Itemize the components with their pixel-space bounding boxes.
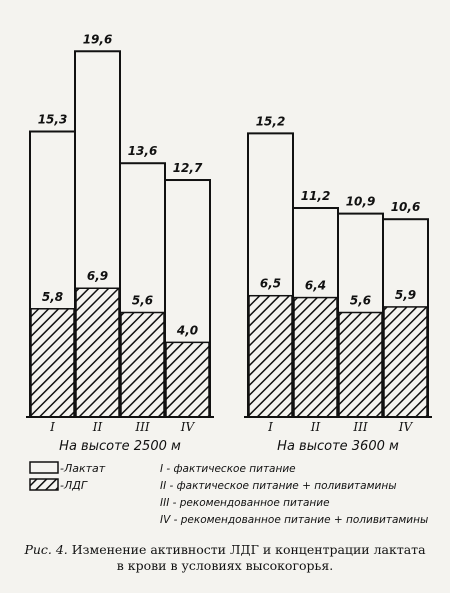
ldg-bar xyxy=(121,313,164,417)
category-tick-label: I xyxy=(268,420,273,434)
legend-category-item: IV - рекомендованное питание + поливитамины xyxy=(160,514,429,526)
lactate-value-label: 19,6 xyxy=(82,32,113,47)
ldg-value-label: 6,4 xyxy=(304,278,327,293)
category-tick-label: III xyxy=(353,420,368,434)
legend xyxy=(30,462,428,526)
ldg-bar xyxy=(166,342,209,417)
ldg-bar xyxy=(294,298,337,417)
category-tick-label: I xyxy=(50,420,55,434)
caption-text: Изменение активности ЛДГ и концентрации лактата в крови в условиях высокогорья. xyxy=(67,542,426,573)
lactate-value-label: 12,7 xyxy=(172,161,203,176)
group-label: На высоте 3600 м xyxy=(277,439,399,454)
legend-swatch-lactate xyxy=(30,462,58,473)
legend-label-ldg: -ЛДГ xyxy=(60,479,87,492)
category-tick-label: IV xyxy=(180,420,195,434)
category-tick-label: IV xyxy=(398,420,413,434)
ldg-bar xyxy=(76,288,119,417)
ldg-bar xyxy=(31,309,74,417)
ldg-bar xyxy=(339,313,382,417)
ldg-value-label: 5,6 xyxy=(131,293,154,308)
ldg-value-label: 4,0 xyxy=(176,323,199,338)
caption-lead: Рис. 4. xyxy=(24,542,68,557)
legend-category-item: I - фактическое питание xyxy=(160,463,296,475)
lactate-value-label: 10,6 xyxy=(390,200,421,215)
ldg-value-label: 6,9 xyxy=(86,269,109,284)
ldg-value-label: 5,8 xyxy=(41,289,64,304)
legend-category-item: II - фактическое питание + поливитамины xyxy=(160,480,397,492)
lactate-value-label: 11,2 xyxy=(300,189,331,204)
lactate-value-label: 15,2 xyxy=(255,114,286,129)
ldg-bar xyxy=(249,296,292,417)
category-tick-label: III xyxy=(135,420,150,434)
legend-swatch-ldg xyxy=(30,479,58,490)
category-tick-label: II xyxy=(310,420,321,434)
legend-label-lactate: -Лактат xyxy=(60,462,106,475)
ldg-value-label: 5,9 xyxy=(394,287,417,302)
lactate-value-label: 13,6 xyxy=(127,144,158,159)
ldg-value-label: 5,6 xyxy=(349,293,372,308)
group-label: На высоте 2500 м xyxy=(59,439,181,454)
ldg-bar xyxy=(384,307,427,417)
ldg-value-label: 6,5 xyxy=(259,276,282,291)
lactate-value-label: 15,3 xyxy=(37,112,68,127)
legend-category-item: III - рекомендованное питание xyxy=(160,497,330,509)
bars-layer xyxy=(26,32,432,454)
figure-caption xyxy=(20,542,430,574)
lactate-value-label: 10,9 xyxy=(345,194,376,209)
category-tick-label: II xyxy=(92,420,103,434)
